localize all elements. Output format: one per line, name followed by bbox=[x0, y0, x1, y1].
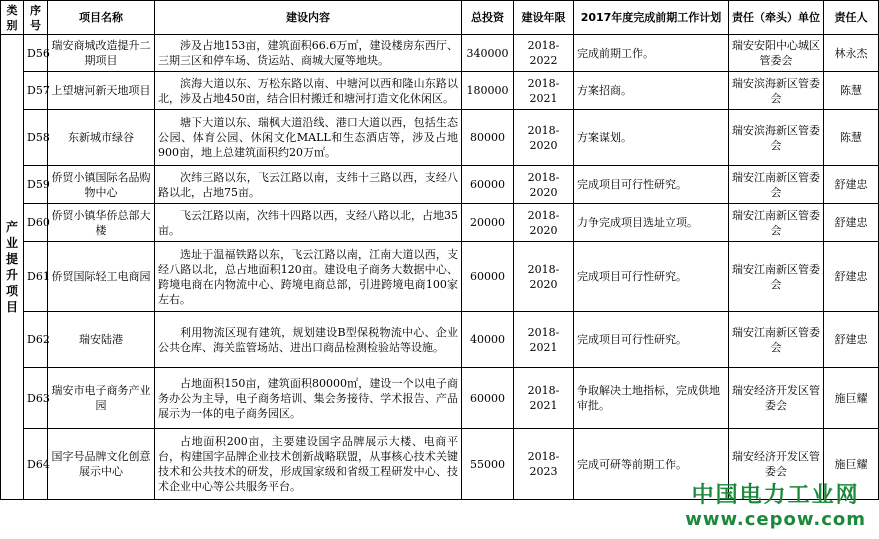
cell-content: 塘下大道以东、瑞枫大道沿线、港口大道以西，包括生态公园、体育公园、休闲文化MALL和生态酒店等，涉及占地900亩，地上总建筑面积约20万㎡。 bbox=[155, 110, 462, 166]
cell-unit: 瑞安江南新区管委会 bbox=[729, 312, 824, 368]
cell-name: 瑞安陆港 bbox=[48, 312, 155, 368]
cell-person: 舒建忠 bbox=[824, 312, 879, 368]
cell-name: 侨贸小镇华侨总部大楼 bbox=[48, 204, 155, 242]
cell-period: 2018-2020 bbox=[514, 110, 574, 166]
table-row bbox=[1, 242, 879, 312]
cell-investment: 60000 bbox=[462, 242, 514, 312]
cell-seq: D62 bbox=[24, 312, 48, 368]
cell-period: 2018-2023 bbox=[514, 429, 574, 500]
cell-plan: 完成项目可行性研究。 bbox=[574, 242, 729, 312]
cell-investment: 180000 bbox=[462, 72, 514, 110]
cell-unit: 瑞安安阳中心城区管委会 bbox=[729, 35, 824, 72]
cell-content: 占地面积200亩，主要建设国字品牌展示大楼、电商平台，构建国字品牌企业技术创新战略联盟，从事核心技术关键技术和公共技术的研发，形成国家级和省级工程研发中心、技术企业中心等公共服务平台。 bbox=[155, 429, 462, 500]
cell-seq: D61 bbox=[24, 242, 48, 312]
table-row bbox=[1, 204, 879, 242]
cell-seq: D58 bbox=[24, 110, 48, 166]
table-row bbox=[1, 110, 879, 166]
cell-investment: 80000 bbox=[462, 110, 514, 166]
watermark-title: 中国电力工业网 bbox=[691, 483, 860, 508]
cell-period: 2018-2022 bbox=[514, 35, 574, 72]
cell-investment: 20000 bbox=[462, 204, 514, 242]
table-row bbox=[1, 166, 879, 204]
cell-unit: 瑞安滨海新区管委会 bbox=[729, 72, 824, 110]
cell-person: 林永杰 bbox=[824, 35, 879, 72]
cell-plan: 完成可研等前期工作。 bbox=[574, 429, 729, 500]
table-row bbox=[1, 368, 879, 429]
cell-investment: 340000 bbox=[462, 35, 514, 72]
header-unit: 责任（牵头）单位 bbox=[729, 1, 824, 35]
cell-name: 侨贸国际轻工电商园 bbox=[48, 242, 155, 312]
header-seq: 序号 bbox=[24, 1, 48, 35]
header-content: 建设内容 bbox=[155, 1, 462, 35]
watermark-url: www.cepow.com bbox=[685, 509, 866, 530]
cell-investment: 60000 bbox=[462, 368, 514, 429]
cell-unit: 瑞安滨海新区管委会 bbox=[729, 110, 824, 166]
cell-content: 占地面积150亩，建筑面积80000㎡，建设一个以电子商务办公为主导，电子商务培训、集会务接待、学术报告、产品展示为一体的电子商务园区。 bbox=[155, 368, 462, 429]
cell-content: 飞云江路以南，次纬十四路以西，支经八路以北，占地35亩。 bbox=[155, 204, 462, 242]
cell-name: 国字号品牌文化创意展示中心 bbox=[48, 429, 155, 500]
cell-unit: 瑞安江南新区管委会 bbox=[729, 204, 824, 242]
cell-unit: 瑞安经济开发区管委会 bbox=[729, 368, 824, 429]
cell-plan: 完成项目可行性研究。 bbox=[574, 312, 729, 368]
header-plan: 2017年度完成前期工作计划 bbox=[574, 1, 729, 35]
cell-person: 舒建忠 bbox=[824, 242, 879, 312]
table-row bbox=[1, 72, 879, 110]
cell-seq: D63 bbox=[24, 368, 48, 429]
cell-seq: D59 bbox=[24, 166, 48, 204]
cell-unit: 瑞安经济开发区管委会 bbox=[729, 429, 824, 500]
cell-unit: 瑞安江南新区管委会 bbox=[729, 166, 824, 204]
cell-period: 2018-2021 bbox=[514, 368, 574, 429]
cell-investment: 60000 bbox=[462, 166, 514, 204]
header-period: 建设年限 bbox=[514, 1, 574, 35]
cell-period: 2018-2020 bbox=[514, 242, 574, 312]
table-row bbox=[1, 312, 879, 368]
header-investment: 总投资 bbox=[462, 1, 514, 35]
cell-period: 2018-2021 bbox=[514, 312, 574, 368]
cell-plan: 力争完成项目选址立项。 bbox=[574, 204, 729, 242]
cell-unit: 瑞安江南新区管委会 bbox=[729, 242, 824, 312]
cell-name: 瑞安商城改造提升二期项目 bbox=[48, 35, 155, 72]
category-label: 产业提升项目 bbox=[5, 220, 18, 314]
cell-content: 选址于温福铁路以东，飞云江路以南，江南大道以西，支经八路以北，总占地面积120亩。建设电子商务大数据中心、跨境电商在内物流中心、跨境电商总部，引进跨境电商100家左右。 bbox=[155, 242, 462, 312]
cell-plan: 完成前期工作。 bbox=[574, 35, 729, 72]
cell-period: 2018-2020 bbox=[514, 204, 574, 242]
cell-name: 侨贸小镇国际名品购物中心 bbox=[48, 166, 155, 204]
cell-period: 2018-2020 bbox=[514, 166, 574, 204]
cell-name: 瑞安市电子商务产业园 bbox=[48, 368, 155, 429]
cell-person: 舒建忠 bbox=[824, 204, 879, 242]
cell-name: 东新城市绿谷 bbox=[48, 110, 155, 166]
table-row bbox=[1, 35, 879, 72]
table-row bbox=[1, 429, 879, 500]
cell-plan: 方案招商。 bbox=[574, 72, 729, 110]
header-name: 项目名称 bbox=[48, 1, 155, 35]
cell-plan: 争取解决土地指标，完成供地审批。 bbox=[574, 368, 729, 429]
cell-plan: 完成项目可行性研究。 bbox=[574, 166, 729, 204]
cell-seq: D56 bbox=[24, 35, 48, 72]
cell-person: 陈慧 bbox=[824, 72, 879, 110]
cell-period: 2018-2021 bbox=[514, 72, 574, 110]
cell-person: 陈慧 bbox=[824, 110, 879, 166]
cell-content: 涉及占地153亩，建筑面积66.6万㎡，建设楼房东西厅、三期三区和停车场、货运站、商城大厦等地块。 bbox=[155, 35, 462, 72]
category-cell bbox=[1, 35, 24, 500]
header-row bbox=[1, 1, 879, 35]
header-person: 责任人 bbox=[824, 1, 879, 35]
header-category: 类别 bbox=[1, 1, 24, 35]
cell-person: 舒建忠 bbox=[824, 166, 879, 204]
cell-content: 利用物流区现有建筑，规划建设B型保税物流中心、企业公共仓库、海关监管场站、进出口商品检测检验站等设施。 bbox=[155, 312, 462, 368]
cell-seq: D64 bbox=[24, 429, 48, 500]
cell-person: 施巨耀 bbox=[824, 429, 879, 500]
cell-person: 施巨耀 bbox=[824, 368, 879, 429]
cell-seq: D60 bbox=[24, 204, 48, 242]
cell-investment: 40000 bbox=[462, 312, 514, 368]
cell-content: 滨海大道以东、万松东路以南、中塘河以西和隆山东路以北，涉及占地450亩，结合旧村搬迁和塘河打造文化休闲区。 bbox=[155, 72, 462, 110]
cell-seq: D57 bbox=[24, 72, 48, 110]
cell-name: 上望塘河新天地项目 bbox=[48, 72, 155, 110]
cell-content: 次纬三路以东，飞云江路以南，支纬十三路以西，支经八路以北，占地75亩。 bbox=[155, 166, 462, 204]
cell-plan: 方案谋划。 bbox=[574, 110, 729, 166]
cell-investment: 55000 bbox=[462, 429, 514, 500]
